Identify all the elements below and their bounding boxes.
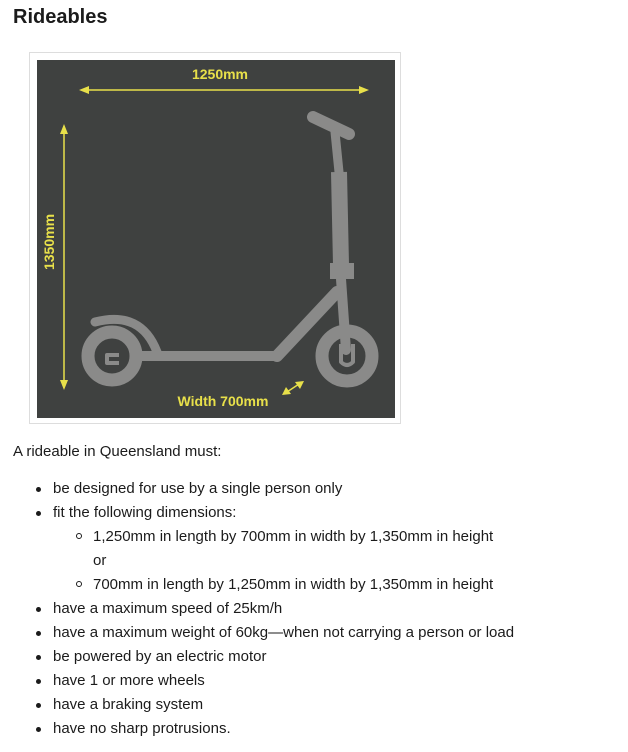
list-item: have a braking system [13,693,514,717]
list-item: have no sharp protrusions. [13,717,514,741]
or-text: or [93,552,107,569]
list-item-label: fit the following dimensions: [53,504,237,521]
list-item: have 1 or more wheels [13,669,514,693]
width-label: Width 700mm [177,393,269,409]
list-item: be designed for use by a single person only [13,477,514,501]
list-item: 700mm in length by 1,250mm in width by 1,350mm in height [53,573,514,597]
list-item [53,525,514,573]
dimension-options-list [53,525,514,597]
rideable-dimensions-figure [29,52,401,424]
page-title: Rideables [13,6,108,28]
length-label: 1250mm [191,66,249,82]
dimension-option-1: 1,250mm in length by 700mm in width by 1,350mm in height [93,528,494,545]
list-item: be powered by an electric motor [13,645,514,669]
scooter-diagram [37,60,395,418]
list-item-dimensions [13,501,514,597]
intro-text: A rideable in Queensland must: [13,443,222,460]
height-label: 1350mm [41,213,57,271]
requirements-list [13,477,514,741]
list-item: have a maximum speed of 25km/h [13,597,514,621]
list-item: have a maximum weight of 60kg—when not carrying a person or load [13,621,514,645]
